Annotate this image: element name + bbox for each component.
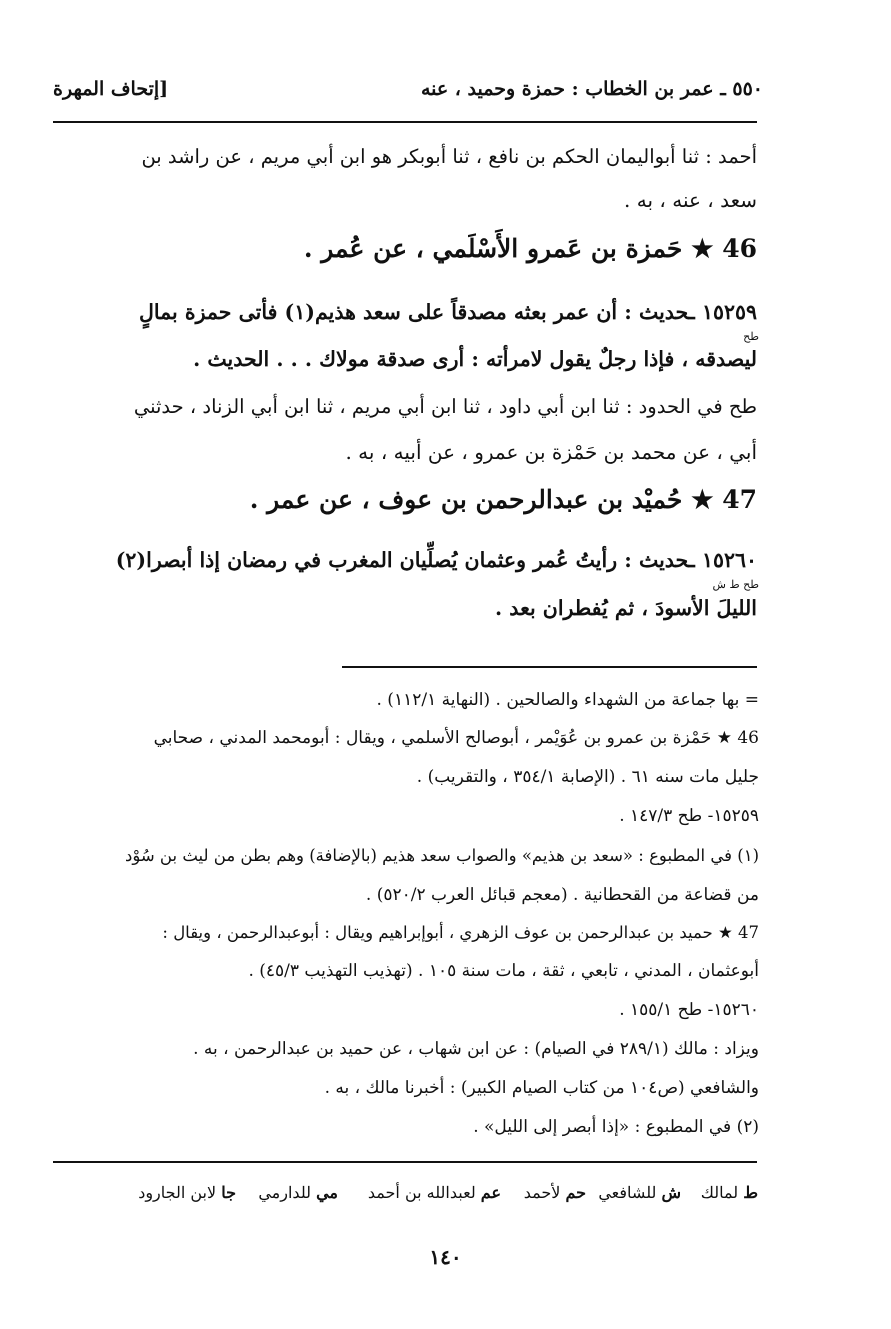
footnote-line-1: = بها جماعة من الشهداء والصالحين . (النهاية ١١٢/١) . — [376, 690, 759, 710]
entry-heading-47: 47 ★ حُميْد بن عبدالرحمن بن عوف ، عن عمر . — [249, 485, 757, 514]
abbr-code: مي — [316, 1183, 338, 1202]
footnote-line-10: ويزاد : مالك (٢٨٩/١ في الصيام) : عن ابن شهاب ، عن حميد بن عبدالرحمن ، به . — [193, 1039, 759, 1059]
abbr-label: لأحمد — [523, 1183, 561, 1202]
abbr-label: لابن الجارود — [138, 1183, 217, 1202]
footnote-line-12: (٢) في المطبوع : «إذا أبصر إلى الليل» . — [473, 1117, 759, 1137]
hadith-15259-line-1: ١٥٢٥٩ ـحديث : أن عمر بعثه مصدقاً على سعد هذيم(١) فأتى حمزة بمالٍ — [139, 300, 757, 324]
abbr-abdullah — [368, 1183, 501, 1202]
source-marker-15260: طح ط ش — [712, 578, 759, 591]
header-rule — [53, 121, 757, 123]
footnote-line-3: جليل مات سنه ٦١ . (الإصابة ٣٥٤/١ ، والتقريب) . — [416, 767, 759, 787]
footnote-line-8: أبوعثمان ، المدني ، تابعي ، ثقة ، مات سنة ١٠٥ . (تهذيب التهذيب ٤٥/٣) . — [248, 961, 759, 981]
chain-line-2: سعد ، عنه ، به . — [624, 188, 757, 212]
abbr-label: لمالك — [700, 1183, 739, 1202]
footnote-line-5: (١) في المطبوع : «سعد بن هذيم» والصواب سعد هذيم (بالإضافة) وهم بطن من ليث بن سُوْد — [124, 846, 759, 865]
abbr-code: حم — [565, 1183, 586, 1202]
chain-line-4: أبي ، عن محمد بن حَمْزة بن عمرو ، عن أبيه ، به . — [345, 440, 757, 464]
footnote-line-6: من قضاعة من القحطانية . (معجم قبائل العرب ٥٢٠/٢) . — [365, 885, 759, 905]
book-title: [إتحاف المهرة — [53, 78, 169, 100]
source-marker-15259: طح — [743, 330, 759, 343]
abbr-malik — [701, 1183, 758, 1202]
running-title: ٥٥٠ ـ عمر بن الخطاب : حمزة وحميد ، عنه — [420, 78, 763, 100]
abbr-label: للشافعي — [598, 1183, 657, 1202]
hadith-15259-line-2: ليصدقه ، فإذا رجلٌ يقول لامرأته : أرى صدقة مولاك . . . الحديث . — [193, 347, 757, 371]
abbr-code: عم — [480, 1183, 501, 1202]
footnote-rule — [342, 666, 757, 668]
footnote-line-4: ١٥٢٥٩- طح ١٤٧/٣ . — [619, 806, 759, 826]
chain-line-3: طح في الحدود : ثنا ابن أبي داود ، ثنا ابن أبي مريم ، ثنا ابن أبي الزناد ، حدثني — [133, 395, 757, 418]
abbr-jarud — [138, 1183, 236, 1202]
abbr-shafii — [598, 1183, 681, 1202]
chain-line-1: أحمد : ثنا أبواليمان الحكم بن نافع ، ثنا أبوبكر هو ابن أبي مريم ، عن راشد بن — [141, 145, 757, 168]
footnote-line-9: ١٥٢٦٠- طح ١٥٥/١ . — [619, 1000, 759, 1020]
abbr-code: جا — [221, 1183, 236, 1202]
abbr-darimi — [258, 1183, 338, 1202]
footnote-line-7: 47 ★ حميد بن عبدالرحمن بن عوف الزهري ، أبوإبراهيم ويقال : أبوعبدالرحمن ، ويقال : — [162, 923, 759, 942]
entry-heading-46: 46 ★ حَمزة بن عَمرو الأَسْلَمي ، عن عُمر . — [303, 234, 757, 263]
abbr-label: لعبدالله بن أحمد — [367, 1183, 476, 1202]
abbr-code: ط — [743, 1183, 758, 1202]
abbr-ahmad — [524, 1183, 586, 1202]
footnote-line-11: والشافعي (ص١٠٤ من كتاب الصيام الكبير) : أخبرنا مالك ، به . — [324, 1078, 759, 1098]
footnote-line-2: 46 ★ حَمْزة بن عمرو بن عُوَيْمر ، أبوصالح الأسلمي ، ويقال : أبومحمد المدني ، صحابي — [153, 728, 759, 748]
page-number: ١٤٠ — [429, 1245, 462, 1269]
abbr-code: ش — [661, 1183, 681, 1202]
hadith-15260-line-1: ١٥٢٦٠ ـحديث : رأيتُ عُمر وعثمان يُصلِّيان المغرب في رمضان إذا أبصرا(٢) — [115, 548, 757, 572]
abbr-label: للدارمي — [258, 1183, 311, 1202]
abbreviation-rule — [53, 1161, 757, 1163]
hadith-15260-line-2: الليلَ الأسودَ ، ثم يُفطران بعد . — [495, 596, 757, 620]
